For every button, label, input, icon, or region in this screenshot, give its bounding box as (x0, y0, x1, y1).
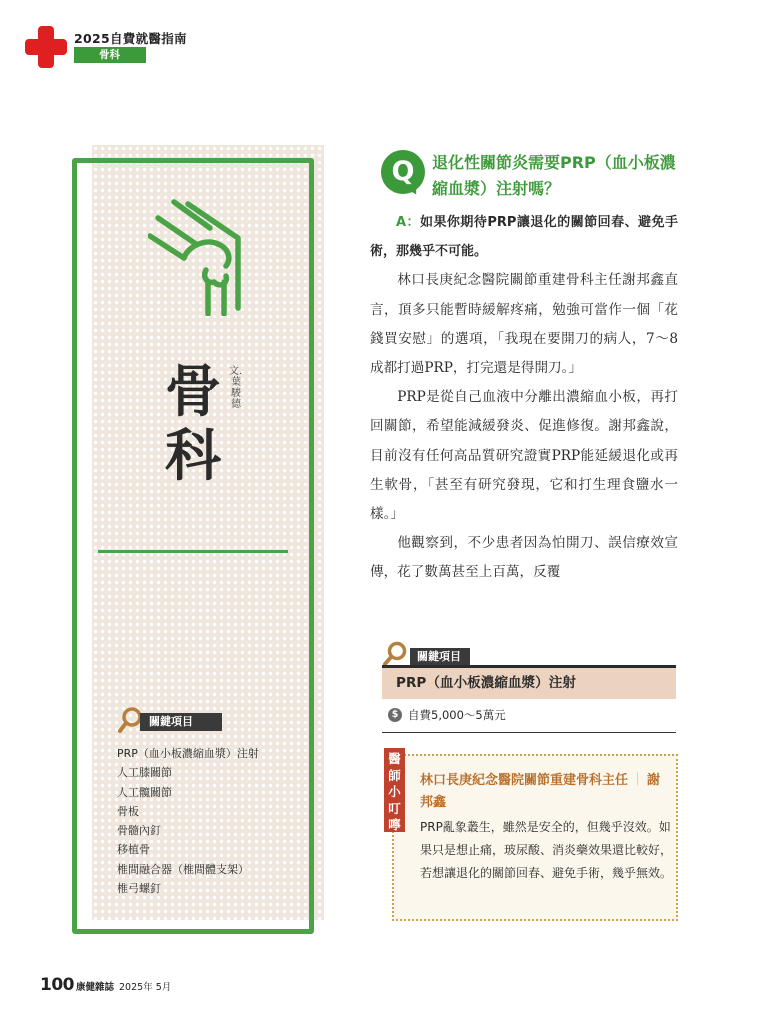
doctor-note-tag: 醫師小叮嚀 (384, 748, 405, 832)
separator: ｜ (631, 773, 645, 788)
section-tag: 骨科 (74, 47, 146, 63)
list-item: PRP（血小板濃縮血漿）注射 (117, 747, 259, 760)
issue-date: 2025年 5月 (119, 982, 172, 993)
answer-lead (370, 208, 678, 266)
doctor-quote: PRP亂象叢生，雖然是安全的，但幾乎沒效。如果只是想止痛，玻尿酸、消炎藥效果還比較好，若想讓退化的關節回春、避免手術，幾乎無效。 (420, 820, 673, 880)
keywords-heading (118, 706, 258, 734)
page-number: 100 (40, 975, 74, 995)
guide-title: 2025自費就醫指南 (74, 31, 187, 46)
list-item: 骨板 (117, 804, 139, 818)
keywords-label: 關鍵項目 (140, 713, 222, 731)
paragraph: 林口長庚紀念醫院關節重建骨科主任謝邦鑫直言，頂多只能暫時緩解疼痛，勉強可當作一個「花錢買安慰」的選項，「我現在要開刀的病人，7～8成都打過PRP，打完還是得開刀。」 (370, 272, 678, 377)
list-item: 人工髖關節 (117, 785, 172, 799)
list-item: 移植骨 (117, 843, 150, 857)
knee-joint-icon (148, 196, 248, 316)
section-big-title: 骨科 (165, 359, 221, 489)
key-item-title: PRP（血小板濃縮血漿）注射 (396, 675, 576, 691)
dollar-icon: $ (388, 708, 402, 722)
price-row (388, 707, 506, 723)
list-item: 骨髓內釘 (117, 824, 161, 838)
q-mark-icon: Q (381, 150, 425, 194)
doctor-name-text: 謝邦鑫 (420, 773, 661, 810)
magazine-name: 康健雜誌 (76, 982, 115, 993)
divider (382, 732, 676, 733)
paragraph: 他觀察到，不少患者因為怕開刀、誤信療效宣傳，花了數萬甚至上百萬，反覆 (370, 535, 678, 581)
question-title: 退化性關節炎需要PRP（血小板濃縮血漿）注射嗎？ (432, 153, 676, 198)
divider (98, 550, 288, 553)
red-cross-icon (25, 26, 67, 68)
list-item: 人工膝關節 (117, 766, 172, 780)
paragraph: PRP是從自己血液中分離出濃縮血小板，再打回關節，希望能減緩發炎、促進修復。謝邦鑫說，目前沒有任何高品質研究證實PRP能延緩退化或再生軟骨，「甚至有研究發現，它和打生理食鹽水一樣。」 (370, 389, 678, 523)
keywords-list (117, 744, 259, 898)
key-item-label: 關鍵項目 (410, 648, 470, 665)
answer-mark: A： (396, 215, 420, 230)
key-item-bar (382, 665, 676, 699)
price-text: 自費5,000～5萬元 (408, 708, 506, 722)
answer-text: 如果你期待PRP讓退化的關節回春、避免手術，那幾乎不可能。 (370, 215, 678, 260)
author-credit: 文．葉駿德 (229, 366, 249, 410)
page-footer (40, 975, 171, 995)
list-item: 椎間融合器（椎間體支架） (117, 862, 249, 876)
doctor-name (420, 770, 670, 814)
magnifier-icon (382, 641, 412, 667)
article-body (370, 208, 678, 588)
doctor-title: 林口長庚紀念醫院關節重建骨科主任 (420, 773, 629, 788)
list-item: 椎弓螺釘 (117, 882, 161, 896)
